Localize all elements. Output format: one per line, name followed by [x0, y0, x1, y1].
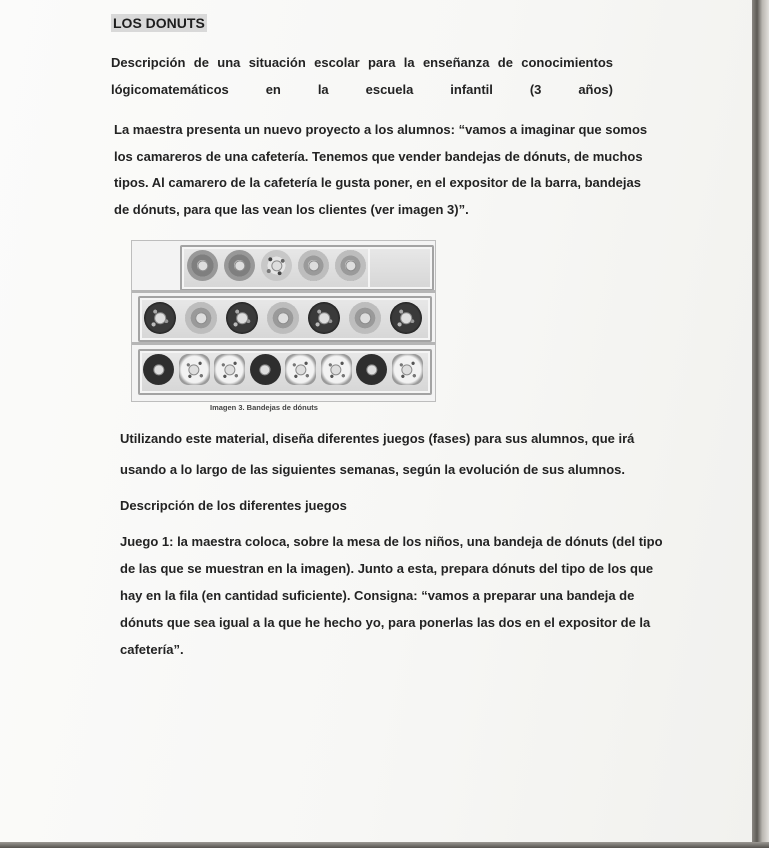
paragraph-line: Utilizando este material, diseña diferentes juegos (fases) para sus alumnos, que irá	[120, 431, 635, 446]
donut-white-icon	[321, 354, 352, 385]
shelf	[132, 342, 435, 345]
paragraph-line: de dónuts, para que las vean los clientes (ver imagen 3)”.	[114, 201, 469, 217]
page-edge-shadow	[752, 0, 769, 848]
donut-choc-icon	[144, 302, 176, 334]
donut-white-icon	[392, 354, 423, 385]
paragraph-3	[120, 528, 663, 663]
donut-dark-icon	[250, 354, 281, 385]
page-bottom-edge	[0, 842, 769, 848]
donut-choc-icon	[390, 302, 422, 334]
donut-dark-icon	[143, 354, 174, 385]
donut-white-icon	[214, 354, 245, 385]
paragraph-line: de las que se muestran en la imagen). Junto a esta, prepara dónuts del tipo de los que	[120, 561, 654, 576]
paragraph-1	[114, 117, 648, 223]
paragraph-line: cafetería”.	[120, 642, 184, 657]
paragraph-line: los camareros de una cafetería. Tenemos que vender bandejas de dónuts, de muchos	[114, 148, 643, 164]
paragraph-line: La maestra presenta un nuevo proyecto a los alumnos: “vamos a imaginar que somos	[114, 122, 648, 137]
paragraph-line: hay en la fila (en cantidad suficiente). Consigna: “vamos a preparar una bandeja de	[120, 588, 635, 603]
donut-spr-icon	[261, 250, 292, 281]
paragraph-line: tipos. Al camarero de la cafetería le gusta poner, en el expositor de la barra, bandejas	[114, 175, 641, 190]
paragraph-2	[120, 426, 635, 483]
donut-dark-icon	[356, 354, 387, 385]
donut-white-icon	[179, 354, 210, 385]
donut-pink-icon	[267, 302, 299, 334]
document-title: LOS DONUTS	[113, 15, 205, 31]
donut-pink-icon	[298, 250, 329, 281]
paragraph-line: dónuts que sea igual a la que he hecho yo, para ponerlas las dos en el expositor de la	[120, 615, 651, 630]
intro-line: lógicomatemáticos en la escuela infantil (3 años)	[111, 81, 613, 97]
intro-line: Descripción de una situación escolar para la enseñanza de conocimientos	[111, 55, 613, 70]
figure-caption: Imagen 3. Bandejas de dónuts	[210, 403, 318, 412]
donut-white-icon	[285, 354, 316, 385]
donut-trays-image	[131, 240, 436, 402]
donut-choc-icon	[308, 302, 340, 334]
donut-pink-icon	[349, 302, 381, 334]
paragraph-line: Juego 1: la maestra coloca, sobre la mesa de los niños, una bandeja de dónuts (del tipo	[120, 534, 663, 549]
donut-grey-icon	[187, 250, 218, 281]
intro-paragraph	[111, 50, 613, 103]
section-heading: Descripción de los diferentes juegos	[120, 498, 347, 513]
donut-pink-icon	[335, 250, 366, 281]
donut-pink-icon	[185, 302, 217, 334]
shelf	[132, 290, 435, 293]
donut-choc-icon	[226, 302, 258, 334]
paragraph-line: usando a lo largo de las siguientes semanas, según la evolución de sus alumnos.	[120, 461, 625, 477]
tray-top-right-empty	[368, 245, 434, 291]
donut-grey-icon	[224, 250, 255, 281]
